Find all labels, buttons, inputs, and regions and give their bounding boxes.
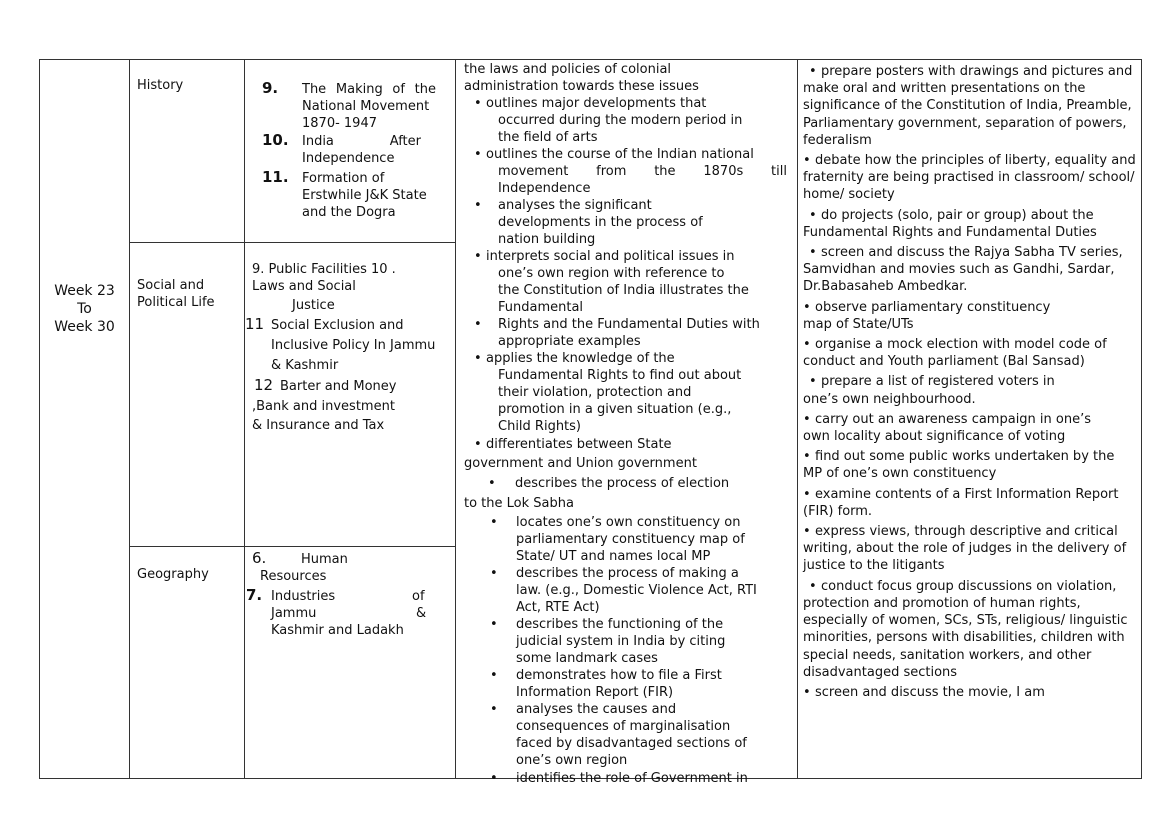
chapter-number: 11. [262,168,289,186]
chapter-title-line: National Movement [302,99,430,114]
chapter-line: & Insurance and Tax [252,418,385,433]
week-to: To [77,301,92,317]
bullet-icon: • [490,617,498,632]
bullet-icon: • [803,524,811,540]
chapter-title-line: Independence [302,151,395,166]
outcome-text: describes the process of election [515,476,730,491]
outcome-text: some landmark cases [516,651,658,666]
subject-geography: Geography [137,567,209,582]
activity-item [803,207,1137,241]
outcome-subitem [457,770,795,787]
bullet-icon: • [803,337,811,353]
suggested-activities [803,63,1137,704]
bullet-icon: • [488,476,496,491]
activity-item [803,373,1093,407]
outcome-text: Child Rights) [498,419,582,434]
subject-history: History [137,78,184,93]
outcome-text: differentiates between State [486,437,672,452]
activity-item [803,578,1137,681]
outcome-sublist [457,514,795,787]
activity-item [803,411,1103,445]
outcome-text: Act, RTE Act) [516,600,600,615]
bullet-icon: • [803,684,811,700]
activity-text: prepare a list of registered voters in one’s own neighbourhood. [803,374,1055,407]
bullet-icon: • [474,96,482,111]
column-divider [797,59,798,779]
activity-item [803,448,1137,482]
outcome-text: Fundamental [498,300,584,315]
outcome-text: developments in the process of [498,215,703,230]
activity-text: observe parliamentary constituency map of State/UTs [803,299,1051,332]
outcome-text: movement from the 1870s till [498,164,787,179]
chapter-number: 12 [254,376,274,394]
bullet-icon: • [803,411,811,427]
chapter-title-line: The Making of the [302,82,436,97]
column-divider [244,59,245,779]
activity-item [803,523,1137,575]
bullet-icon: • [809,578,817,594]
bullet-icon: • [803,449,811,465]
activity-text: screen and discuss the Rajya Sabha TV series, Samvidhan and movies such as Gandhi, Sardar, Dr.Babasaheb Ambedkar. [803,245,1123,295]
chapter-line: Inclusive Policy In Jammu [271,338,436,353]
outcome-text: appropriate examples [498,334,641,349]
outcome-subitem [457,701,795,769]
activity-text: debate how the principles of liberty, equality and fraternity are being practised in classroom/ school/ home/ society [803,153,1136,203]
chapter-line: Human [301,552,348,567]
bullet-icon: • [803,486,811,502]
chapter-line: & [416,606,427,621]
learning-outcomes [457,61,795,787]
bullet-icon: • [490,702,498,717]
week-end: Week 30 [54,319,115,335]
outcome-text: locates one’s own constituency on [516,515,741,530]
outcome-item [457,146,795,197]
chapter-number: 7. [246,586,263,604]
chapter-title-line: India After [302,134,421,149]
bullet-icon: • [474,351,482,366]
outcome-text: outlines major developments that [486,96,707,111]
bullet-icon: • [474,147,482,162]
outcome-text: applies the knowledge of the [486,351,675,366]
outcome-text: analyses the causes and [516,702,677,717]
chapter-number: 11 [245,315,265,333]
chapter-line: Justice [292,298,335,313]
outcome-text: describes the functioning of the [516,617,724,632]
outcome-text: nation building [498,232,596,247]
bullet-icon: • [809,245,817,261]
outcome-item [457,350,795,435]
outcome-text: government and Union government [464,456,697,471]
chapter-line: Jammu [271,606,317,621]
bullet-icon: • [474,437,482,452]
column-divider [129,59,130,779]
outcome-text: identifies the role of Government in [516,771,748,786]
bullet-icon: • [809,64,817,79]
activity-item [803,152,1137,204]
outcome-item [457,95,795,146]
bullet-icon: • [490,566,498,581]
outcome-item [457,436,795,472]
outcome-intro-line: administration towards these issues [464,79,699,94]
chapter-line: Social Exclusion and [271,318,404,333]
bullet-icon: • [474,198,482,213]
bullet-icon: • [803,153,811,169]
chapter-line: ,Bank and investment [252,399,395,414]
chapter-line: Industries [271,589,336,604]
week-range [40,282,129,336]
chapter-line: Laws and Social [252,279,356,294]
outcome-text: Rights and the Fundamental Duties with [498,317,760,332]
chapter-line: Barter and Money [280,379,397,394]
chapter-line: 9. Public Facilities 10 . [252,262,396,277]
outcome-item [457,197,795,248]
outcome-text: parliamentary constituency map of [516,532,745,547]
row-divider [129,242,455,243]
chapter-line: & Kashmir [271,358,339,373]
activity-item [803,63,1137,149]
chapter-number: 9. [262,79,279,97]
outcome-text: occurred during the modern period in [498,113,743,128]
activity-item [803,486,1137,520]
outcome-item [457,248,795,316]
outcome-text: Information Report (FIR) [516,685,674,700]
outcome-item [457,316,795,350]
bullet-icon: • [490,771,498,786]
outcome-text: faced by disadvantaged sections of [516,736,747,751]
outcome-subitem [457,514,795,565]
activity-text: prepare posters with drawings and pictures and make oral and written presentations on the significance of the Constitution of India, Preamble, Parliamentary government, separation of powers, federalism [803,64,1133,148]
outcome-text: Fundamental Rights to find out about [498,368,742,383]
bullet-icon: • [803,299,811,315]
activity-text: find out some public works undertaken by the MP of one’s own constituency [803,449,1115,482]
chapter-title [302,133,421,167]
outcome-item [457,475,795,512]
activity-text: screen and discuss the movie, I am [815,684,1045,700]
outcome-text: describes the process of making a [516,566,739,581]
activity-text: examine contents of a First Information Report (FIR) form. [803,486,1119,519]
column-divider [455,59,456,779]
outcome-text: analyses the significant [498,198,652,213]
outcome-text: promotion in a given situation (e.g., [498,402,732,417]
outcome-text: their violation, protection and [498,385,692,400]
chapter-number: 6. [252,549,267,567]
subject-label-line: Social and [137,278,205,293]
outcome-text: consequences of marginalisation [516,719,731,734]
outcome-intro-line: the laws and policies of colonial [464,62,672,77]
chapter-title-line: Formation of [302,171,385,186]
bullet-icon: • [490,668,498,683]
chapter-line: Resources [260,569,327,584]
subject-label-line: Political Life [137,295,215,310]
activity-text: carry out an awareness campaign in one’s own locality about significance of voting [803,411,1092,445]
bullet-icon: • [474,317,482,332]
chapter-line: of [412,589,425,604]
bullet-icon: • [809,207,817,223]
chapter-title [302,81,436,132]
outcome-text: judicial system in India by citing [516,634,726,649]
outcome-text: one’s own region [516,753,628,768]
row-divider [129,546,455,547]
outcome-text: outlines the course of the Indian national [486,147,754,162]
outcome-text: Independence [498,181,591,196]
outcome-text: law. (e.g., Domestic Violence Act, RTI [516,583,757,598]
chapter-number: 10. [262,131,289,149]
outcome-text: State/ UT and names local MP [516,549,711,564]
outcome-text: interprets social and political issues in [486,249,735,264]
subject-social-political [137,277,215,311]
activity-text: organise a mock election with model code of conduct and Youth parliament (Bal Sansad) [803,337,1107,370]
activity-text: do projects (solo, pair or group) about the Fundamental Rights and Fundamental Duties [803,207,1097,240]
bullet-icon: • [474,249,482,264]
chapter-title-line: and the Dogra [302,205,396,220]
outcome-text: one’s own region with reference to [498,266,725,281]
week-start: Week 23 [54,283,115,299]
chapter-line: Kashmir and Ladakh [271,623,404,638]
outcome-subitem [457,565,795,616]
bullet-icon: • [490,515,498,530]
outcome-text: the Constitution of India illustrates the [498,283,749,298]
chapter-title-line: Erstwhile J&K State [302,188,427,203]
chapter-title-line: 1870- 1947 [302,116,377,131]
activity-item [803,336,1137,370]
activity-item [803,244,1137,296]
outcome-text: the field of arts [498,130,598,145]
outcome-subitem [457,667,795,701]
outcome-subitem [457,616,795,667]
activity-text: conduct focus group discussions on violation, protection and promotion of human rights, especially of women, SCs, STs, religious/ linguistic minorities, persons with disabilities, children with special needs, sanitation workers, and other disadvantaged sections [803,578,1128,680]
bullet-icon: • [809,374,817,390]
outcome-text: demonstrates how to file a First [516,668,722,683]
outcome-text: to the Lok Sabha [464,496,574,511]
activity-item [803,299,1073,333]
chapter-title [302,170,442,221]
activity-text: express views, through descriptive and critical writing, about the role of judges in the delivery of justice to the litigants [803,524,1127,574]
activity-item [803,684,1137,701]
